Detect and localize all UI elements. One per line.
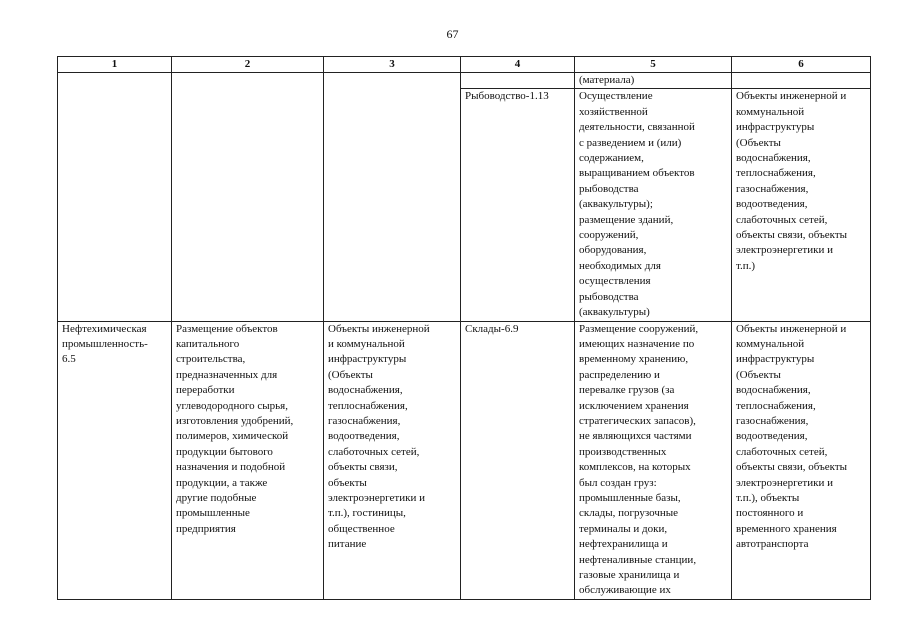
cell-text: Склады-6.9 bbox=[465, 322, 519, 335]
table-cell bbox=[324, 321, 461, 599]
cell-text: Осуществление хозяйственной деятельности, связанной с разведением и (или) содержанием, выращиванием объектов рыбоводства (аквакультуры); размещение зданий, сооружений, оборудования, необходимых для осуществления рыбоводства (аквакультуры) bbox=[579, 90, 695, 319]
cell-text: Объекты инженерной и коммунальной инфраструктуры (Объекты водоснабжения, теплоснабжения, газоснабжения, водоотведения, слаботочных сетей, объекты связи, объекты электроэнергетики и т.п.), гостиницы, общественное питание bbox=[328, 322, 430, 551]
table-cell bbox=[575, 89, 732, 321]
table-cell bbox=[732, 321, 871, 599]
table-cell bbox=[575, 321, 732, 599]
table-cell bbox=[732, 89, 871, 321]
header-col-2: 2 bbox=[172, 57, 324, 73]
table-cell bbox=[172, 321, 324, 599]
cell-text: Размещение объектов капитального строительства, предназначенных для переработки углеводородного сырья, изготовления удобрений, полимеров, химической продукции бытового назначения и подобной продукции, а также другие подобные промышленные предприятия bbox=[176, 322, 294, 535]
cell-text: Объекты инженерной и коммунальной инфраструктуры (Объекты водоснабжения, теплоснабжения, газоснабжения, водоотведения, слаботочных сетей, объекты связи, объекты электроэнергетики и т.п.), объекты постоянного и временного хранения автотранспорта bbox=[736, 322, 848, 551]
table-cell bbox=[461, 73, 575, 89]
cell-text: (материала) bbox=[579, 74, 635, 86]
table-cell bbox=[172, 73, 324, 322]
table-cell bbox=[58, 321, 172, 599]
header-col-5: 5 bbox=[575, 57, 732, 73]
table-cell bbox=[732, 73, 871, 89]
table-cell bbox=[461, 321, 575, 599]
header-col-6: 6 bbox=[732, 57, 871, 73]
cell-text: Объекты инженерной и коммунальной инфраструктуры (Объекты водоснабжения, теплоснабжения, газоснабжения, водоотведения, слаботочных сетей, объекты связи, объекты электроэнергетики и т.п.) bbox=[736, 90, 848, 272]
table-cell bbox=[324, 73, 461, 322]
table-cell bbox=[461, 89, 575, 321]
header-col-3: 3 bbox=[324, 57, 461, 73]
header-col-1: 1 bbox=[58, 57, 172, 73]
table-cell bbox=[58, 73, 172, 322]
table-row bbox=[58, 321, 871, 599]
cell-text: Рыбоводство-1.13 bbox=[465, 90, 549, 103]
table-header-row bbox=[58, 57, 871, 73]
table-row bbox=[58, 73, 871, 89]
table-cell bbox=[575, 73, 732, 89]
header-col-4: 4 bbox=[461, 57, 575, 73]
page-number: 67 bbox=[446, 27, 459, 41]
cell-text: Размещение сооружений, имеющих назначение по временному хранению, распределению и перевалке грузов (за исключением хранения стратегических запасов), не являющихся частями производственных комплексов, на которых был создан груз: промышленные базы, склады, погрузочные терминалы и доки, нефтехранилища и нефтеналивные станции, газовые хранилища и обслуживающие их bbox=[579, 322, 699, 597]
land-use-table bbox=[57, 56, 871, 600]
cell-text: Нефтехимическая промышленность- 6.5 bbox=[62, 322, 148, 366]
